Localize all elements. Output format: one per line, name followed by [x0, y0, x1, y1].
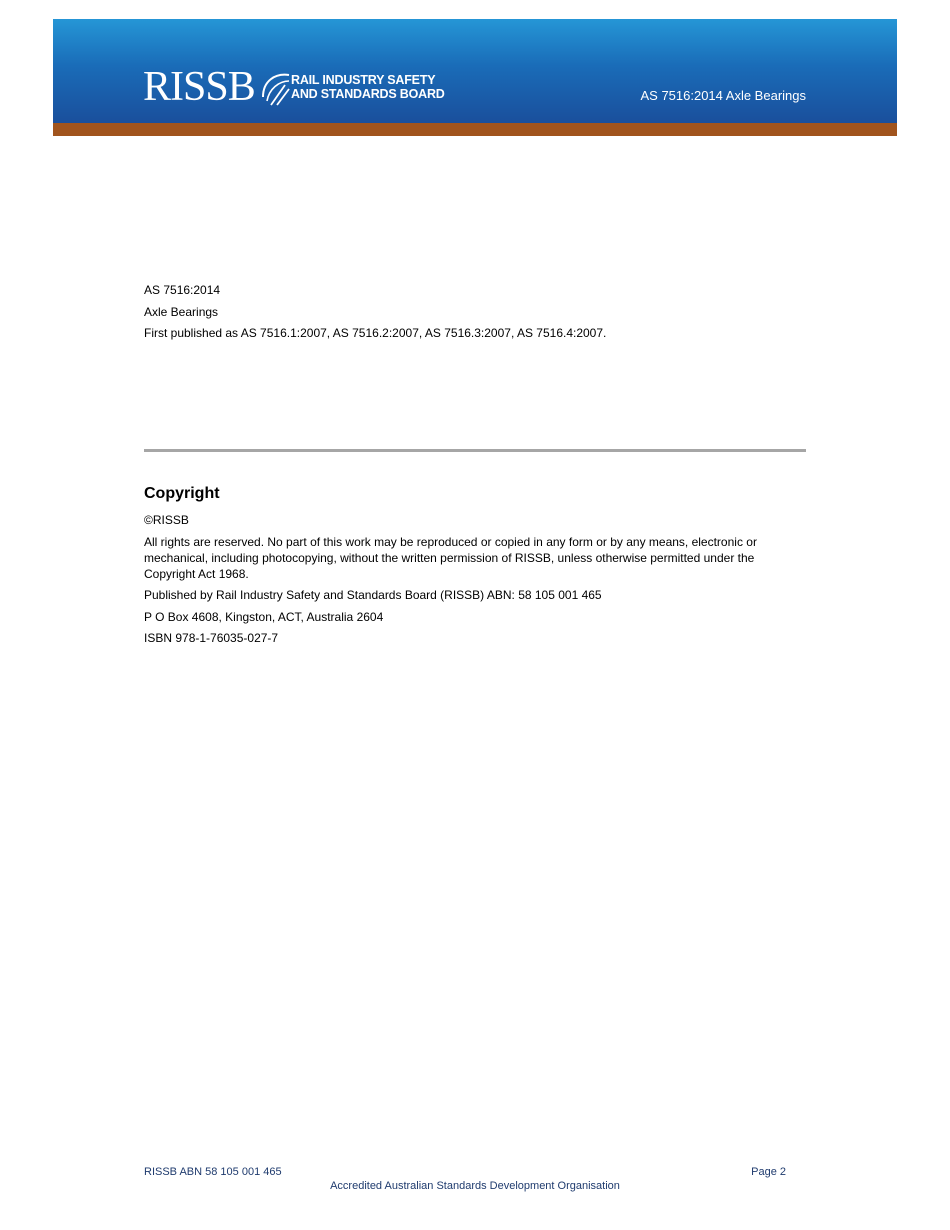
board-name-line2: AND STANDARDS BOARD: [291, 87, 445, 101]
document-info: [144, 283, 606, 348]
logo-wordmark: RISSB: [143, 64, 255, 110]
rissb-logo: [143, 64, 293, 110]
standard-number: AS 7516:2014: [144, 283, 221, 297]
isbn-line: ISBN 978-1-76035-027-7: [144, 631, 279, 645]
copyright-heading: Copyright: [144, 485, 220, 502]
standard-title: Axle Bearings: [144, 304, 219, 319]
header-document-title: AS 7516:2014 Axle Bearings: [640, 88, 806, 103]
publisher-line: Published by Rail Industry Safety and Standards Board (RISSB) ABN: 58 105 001 465: [144, 588, 602, 602]
section-divider: [144, 449, 806, 452]
first-published-note: First published as AS 7516.1:2007, AS 7516.2:2007, AS 7516.3:2007, AS 7516.4:2007.: [144, 326, 607, 340]
rail-swoosh-icon: [259, 67, 293, 107]
footer-accreditation: Accredited Australian Standards Development Organisation: [330, 1180, 620, 1192]
footer-page-number: Page 2: [751, 1166, 786, 1178]
board-name: [291, 73, 445, 101]
copyright-owner: ©RISSB: [144, 513, 189, 527]
postal-address: P O Box 4608, Kingston, ACT, Australia 2604: [144, 609, 384, 624]
footer-abn: RISSB ABN 58 105 001 465: [144, 1166, 282, 1178]
copyright-section: [144, 512, 804, 652]
rights-statement: All rights are reserved. No part of this work may be reproduced or copied in any form or by any means, electronic or mechanical, including photocopying, without the written permission of RISSB, unless otherwise permitted under the Copyright Act 1968.: [144, 534, 757, 581]
header-stripe: [53, 123, 897, 136]
board-name-line1: RAIL INDUSTRY SAFETY: [291, 73, 436, 87]
